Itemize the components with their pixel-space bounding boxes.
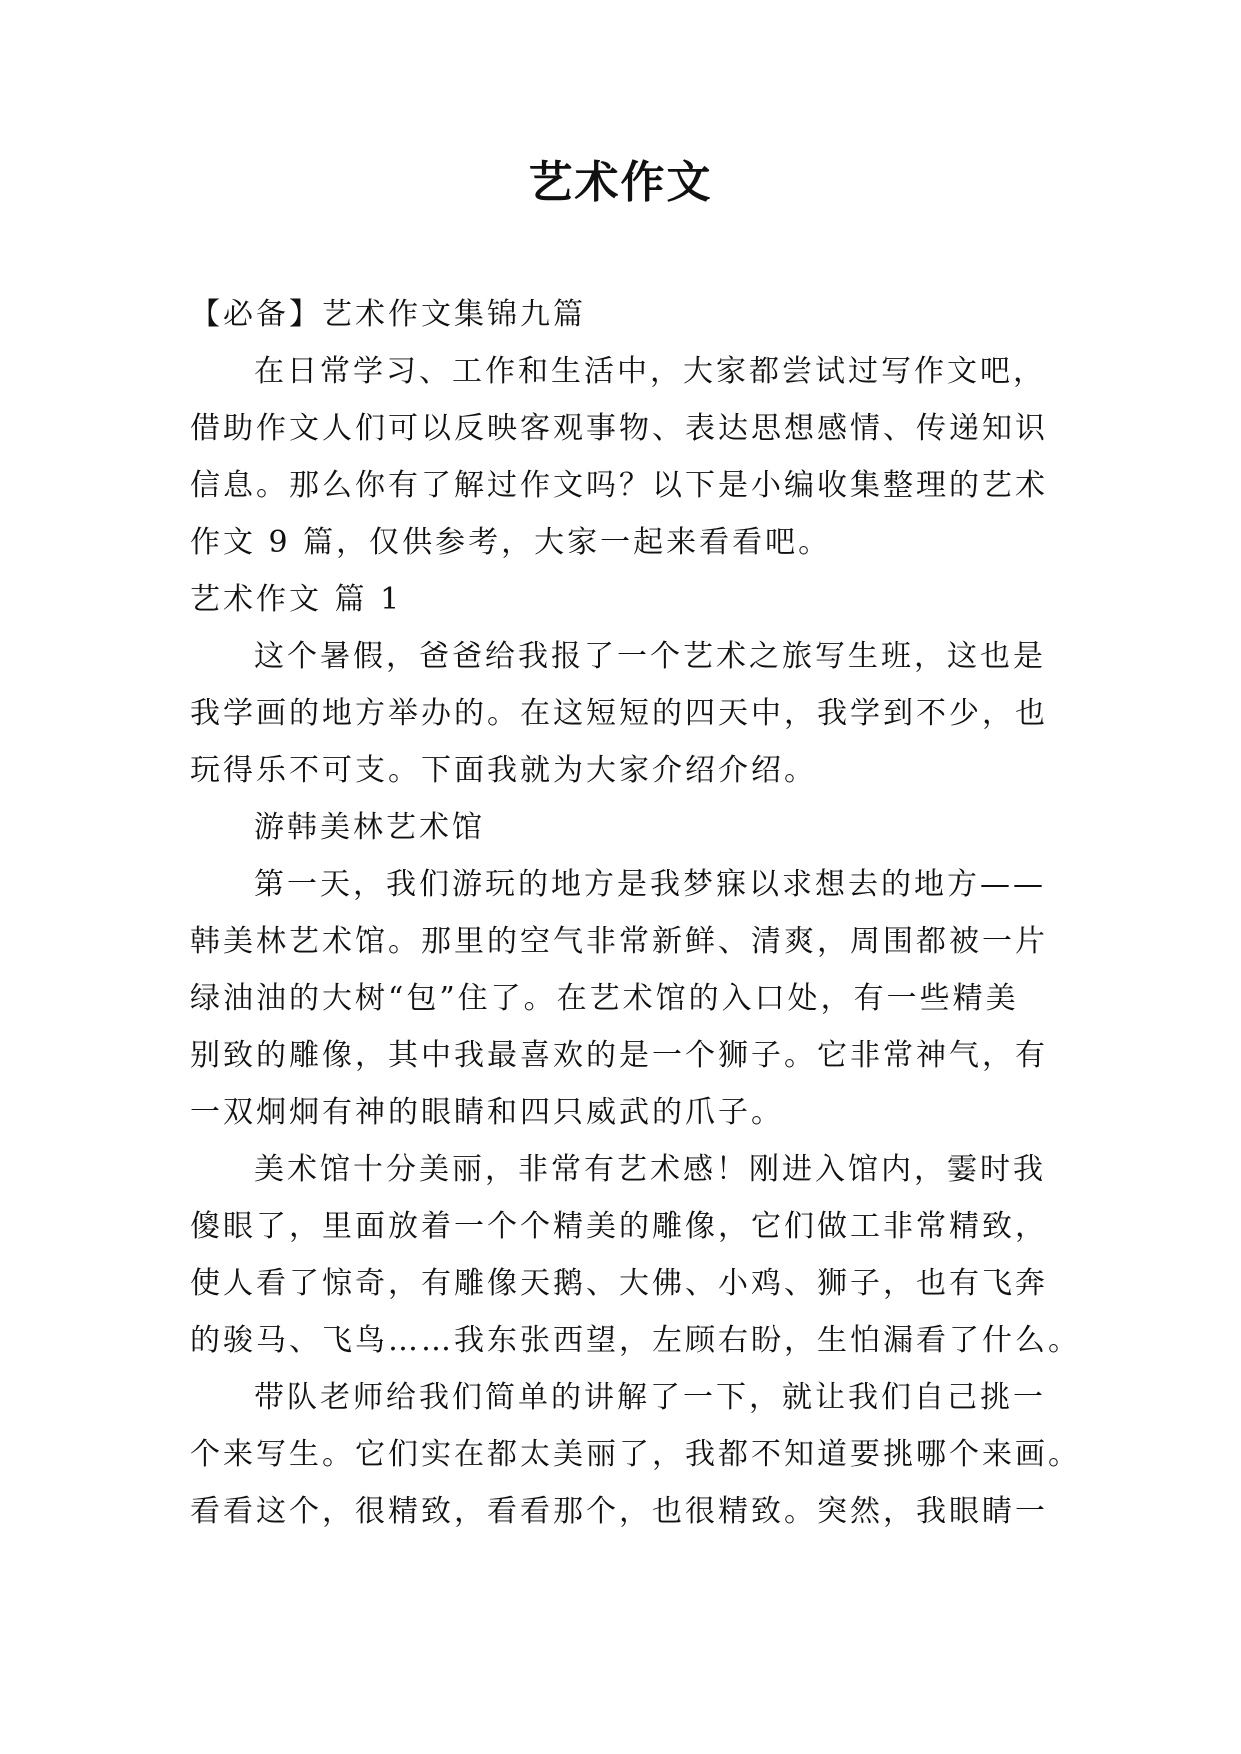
text-line: 带队老师给我们简单的讲解了一下，就让我们自己挑一 (254, 1380, 1046, 1415)
text-line: 别致的雕像，其中我最喜欢的是一个狮子。它非常神气，有 (190, 1038, 1048, 1073)
text-line: 作文 9 篇，仅供参考，大家一起来看看吧。 (190, 525, 832, 560)
text-line: 的骏马、飞鸟……我东张西望，左顾右盼，生怕漏看了什么。 (190, 1323, 1081, 1358)
text-line: 这个暑假，爸爸给我报了一个艺术之旅写生班，这也是 (254, 639, 1046, 674)
text-line: 韩美林艺术馆。那里的空气非常新鲜、清爽，周围都被一片 (190, 924, 1048, 959)
text-line: 在日常学习、工作和生活中，大家都尝试过写作文吧， (254, 354, 1046, 389)
text-line: 看看这个，很精致，看看那个，也很精致。突然，我眼睛一 (190, 1494, 1048, 1529)
text-line: 我学画的地方举办的。在这短短的四天中，我学到不少，也 (190, 696, 1048, 731)
text-line: 傻眼了，里面放着一个个精美的雕像，它们做工非常精致， (190, 1209, 1048, 1244)
text-line: 绿油油的大树“包”住了。在艺术馆的入口处，有一些精美 (190, 981, 1019, 1016)
text-line: 美术馆十分美丽，非常有艺术感！刚进入馆内，霎时我 (254, 1152, 1046, 1187)
text-line: 艺术作文 篇 1 (190, 582, 403, 617)
text-line: 第一天，我们游玩的地方是我梦寐以求想去的地方—— (254, 867, 1046, 902)
text-line: 信息。那么你有了解过作文吗？以下是小编收集整理的艺术 (190, 468, 1048, 503)
text-line: 借助作文人们可以反映客观事物、表达思想感情、传递知识 (190, 411, 1048, 446)
text-line: 个来写生。它们实在都太美丽了，我都不知道要挑哪个来画。 (190, 1437, 1081, 1472)
text-line: 【必备】艺术作文集锦九篇 (190, 297, 586, 332)
text-line: 游韩美林艺术馆 (254, 810, 485, 845)
text-line: 玩得乐不可支。下面我就为大家介绍介绍。 (190, 753, 817, 788)
text-line: 一双炯炯有神的眼睛和四只威武的爪子。 (190, 1095, 784, 1130)
document-body (190, 286, 1081, 1540)
text-line: 使人看了惊奇，有雕像天鹅、大佛、小鸡、狮子，也有飞奔 (190, 1266, 1048, 1301)
document-title: 艺术作文 (528, 157, 713, 208)
